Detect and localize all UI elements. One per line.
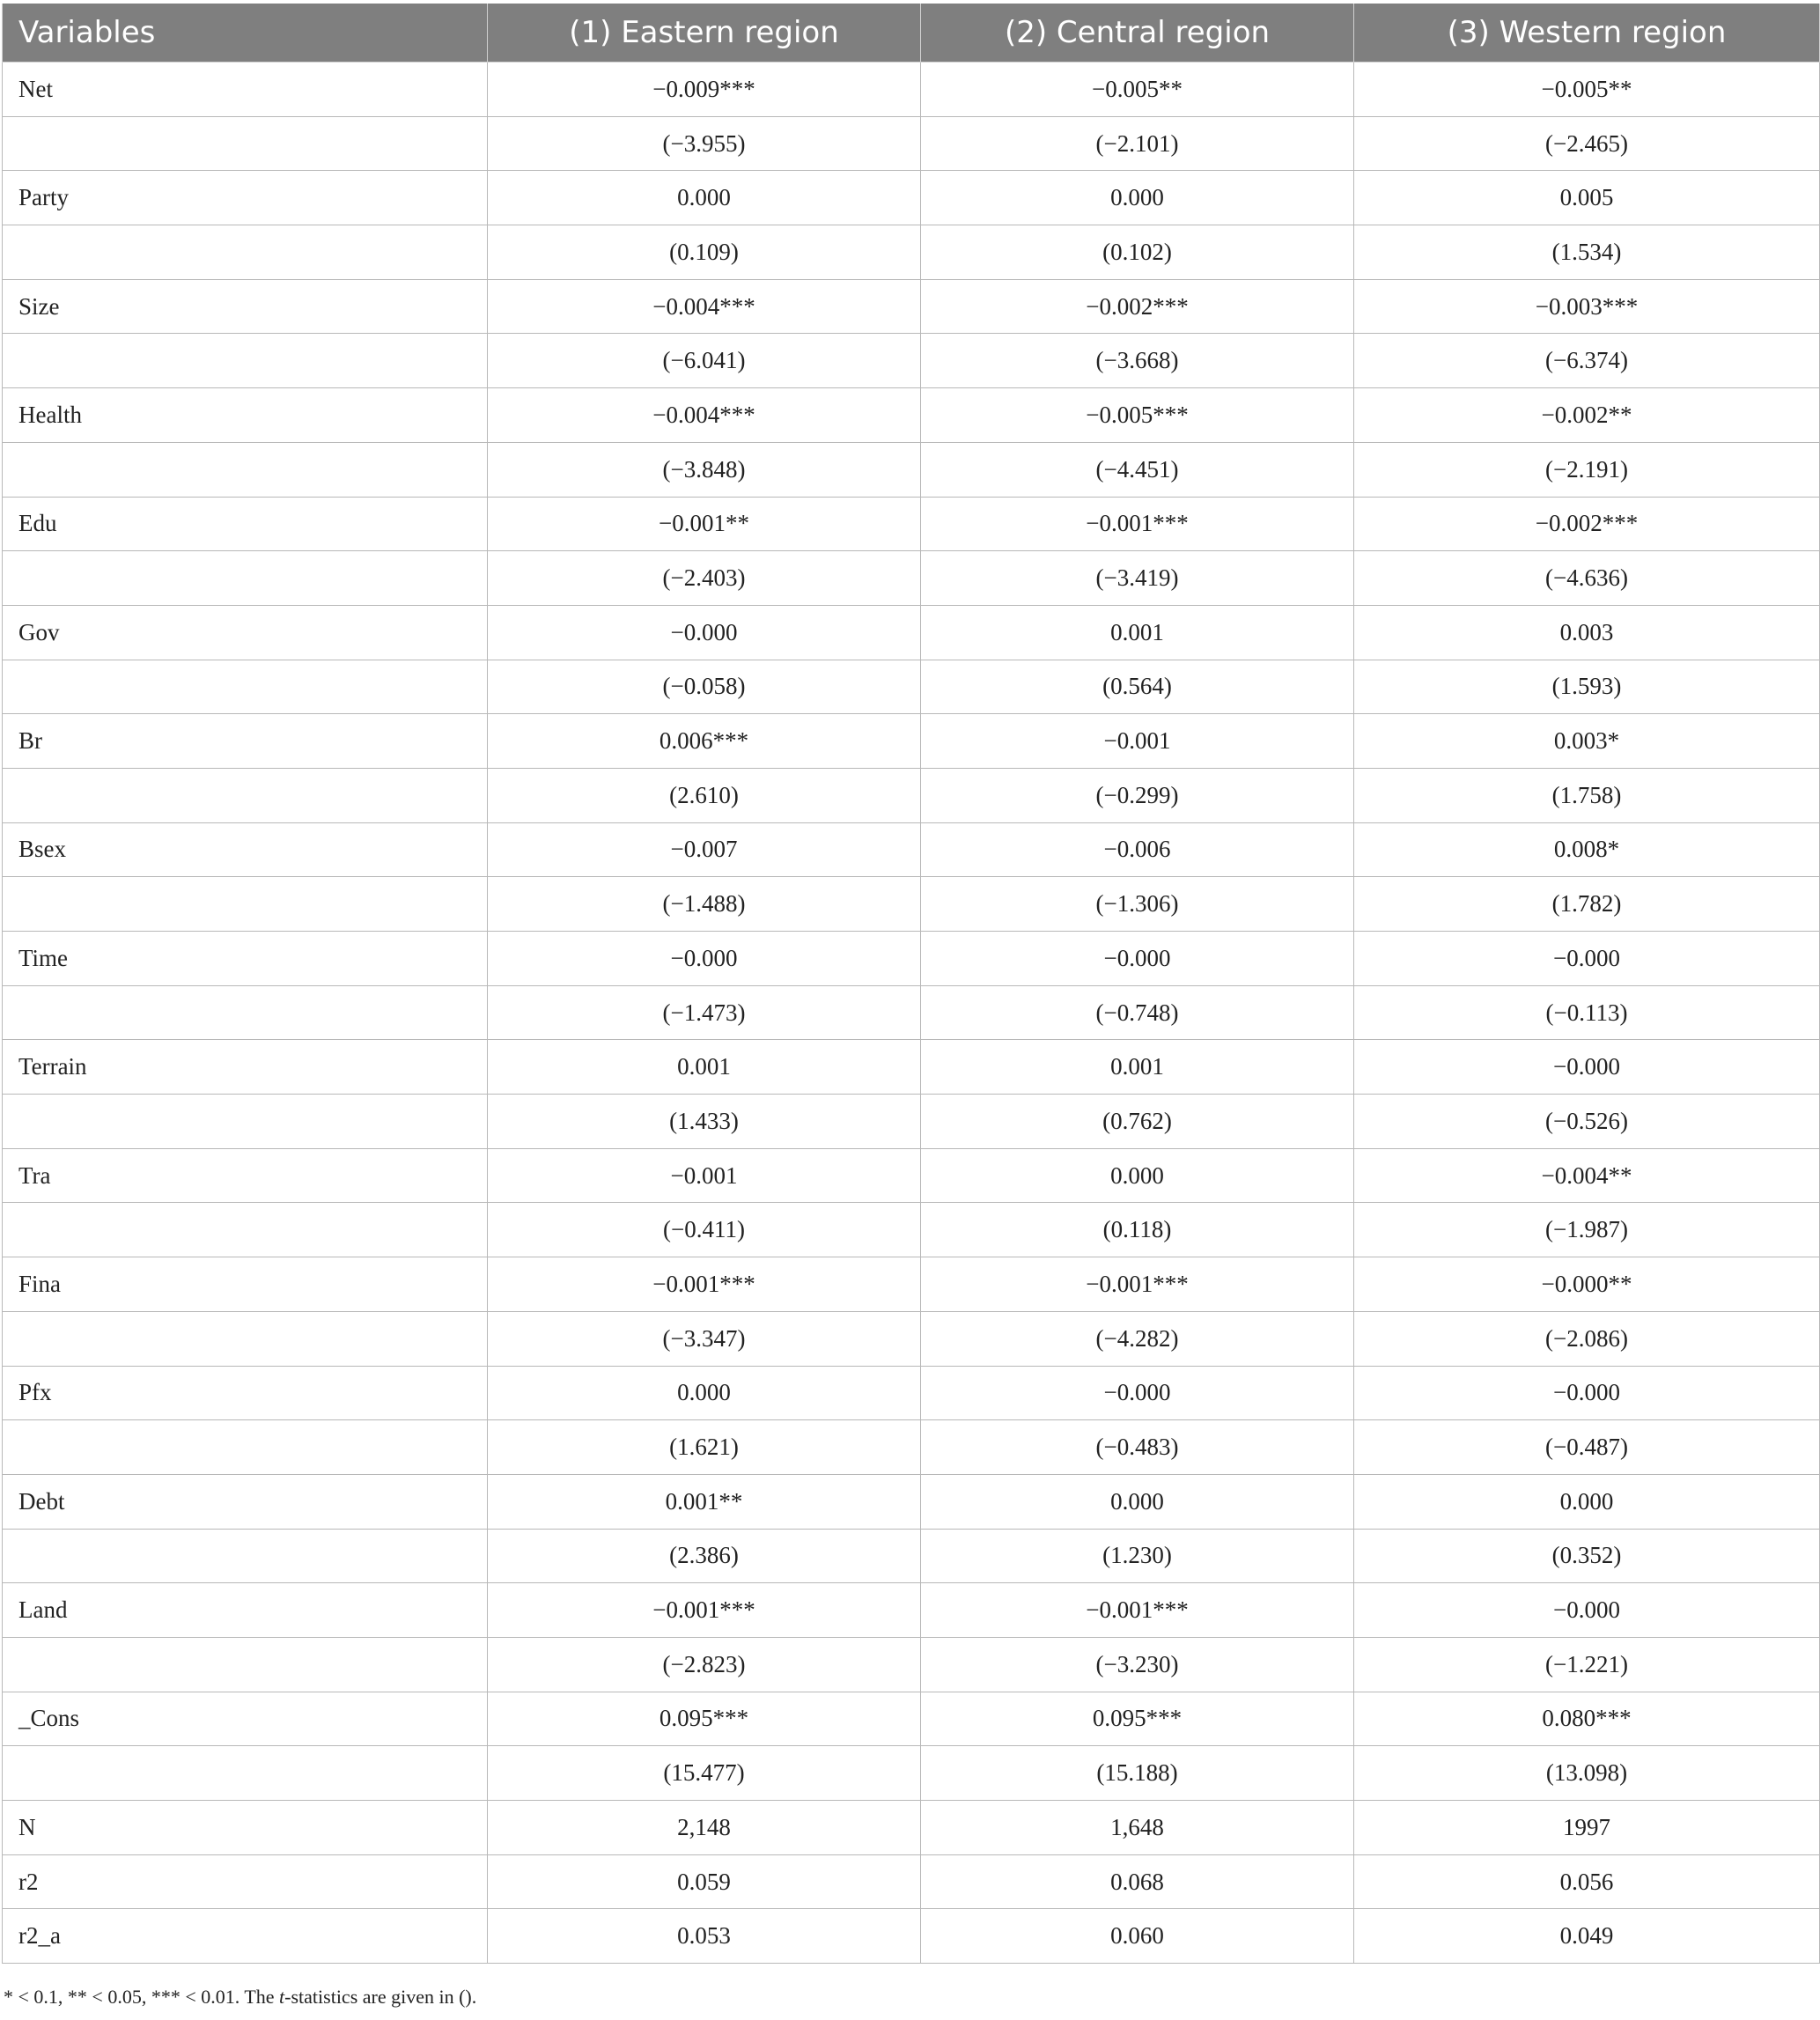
cell-eastern: 0.001 — [488, 1040, 921, 1095]
cell-western: (−2.086) — [1354, 1311, 1820, 1366]
table-row — [3, 605, 1820, 660]
table-row — [3, 714, 1820, 769]
cell-eastern: (−0.058) — [488, 660, 921, 714]
cell-central: −0.001*** — [921, 1583, 1354, 1638]
cell-eastern: −0.004*** — [488, 279, 921, 334]
cell-variable — [3, 1746, 488, 1801]
cell-eastern: (−3.347) — [488, 1311, 921, 1366]
cell-central: (−3.668) — [921, 334, 1354, 388]
cell-eastern: (2.386) — [488, 1529, 921, 1583]
cell-variable: Time — [3, 932, 488, 986]
cell-variable — [3, 1529, 488, 1583]
table-row — [3, 171, 1820, 225]
table-header — [3, 4, 1820, 63]
cell-western: 0.003 — [1354, 605, 1820, 660]
cell-central: 0.000 — [921, 1474, 1354, 1529]
table-row — [3, 225, 1820, 280]
cell-western: (1.758) — [1354, 768, 1820, 822]
cell-variable: Land — [3, 1583, 488, 1638]
cell-central: 0.068 — [921, 1854, 1354, 1909]
cell-western: 0.049 — [1354, 1909, 1820, 1964]
cell-western: −0.000** — [1354, 1257, 1820, 1312]
cell-central: −0.000 — [921, 932, 1354, 986]
cell-variable: Edu — [3, 497, 488, 551]
cell-eastern: (−1.488) — [488, 877, 921, 932]
cell-central: 0.060 — [921, 1909, 1354, 1964]
cell-variable — [3, 116, 488, 171]
cell-western: −0.002*** — [1354, 497, 1820, 551]
cell-western: (−1.987) — [1354, 1203, 1820, 1257]
table-row — [3, 551, 1820, 606]
cell-central: 0.000 — [921, 1148, 1354, 1203]
table-row — [3, 63, 1820, 117]
cell-western: (−6.374) — [1354, 334, 1820, 388]
header-variables: Variables — [3, 4, 488, 63]
cell-western: −0.000 — [1354, 1366, 1820, 1420]
cell-central: (0.102) — [921, 225, 1354, 280]
cell-western: −0.000 — [1354, 932, 1820, 986]
cell-central: (−0.748) — [921, 985, 1354, 1040]
cell-central: −0.001 — [921, 714, 1354, 769]
cell-eastern: 0.059 — [488, 1854, 921, 1909]
table-row — [3, 1148, 1820, 1203]
table-row — [3, 1366, 1820, 1420]
cell-eastern: −0.001*** — [488, 1583, 921, 1638]
footnote-text-start: * < 0.1, ** < 0.05, *** < 0.01. The — [4, 1986, 280, 2008]
cell-eastern: −0.000 — [488, 932, 921, 986]
cell-eastern: −0.001** — [488, 497, 921, 551]
table-row — [3, 1529, 1820, 1583]
cell-western: −0.000 — [1354, 1583, 1820, 1638]
cell-western: (−4.636) — [1354, 551, 1820, 606]
cell-variable: Debt — [3, 1474, 488, 1529]
cell-eastern: −0.007 — [488, 822, 921, 877]
cell-central: −0.005** — [921, 63, 1354, 117]
cell-eastern: (15.477) — [488, 1746, 921, 1801]
cell-western: (13.098) — [1354, 1746, 1820, 1801]
regression-table — [2, 4, 1820, 1964]
table-row — [3, 1095, 1820, 1149]
table-row — [3, 1583, 1820, 1638]
cell-eastern: −0.001*** — [488, 1257, 921, 1312]
cell-variable: Size — [3, 279, 488, 334]
cell-central: (−2.101) — [921, 116, 1354, 171]
cell-central: (1.230) — [921, 1529, 1354, 1583]
table-row — [3, 1257, 1820, 1312]
header-eastern-region: (1) Eastern region — [488, 4, 921, 63]
cell-eastern: 0.000 — [488, 171, 921, 225]
cell-eastern: 0.006*** — [488, 714, 921, 769]
cell-eastern: (2.610) — [488, 768, 921, 822]
cell-variable: Br — [3, 714, 488, 769]
cell-central: (0.762) — [921, 1095, 1354, 1149]
table-row — [3, 985, 1820, 1040]
cell-central: (−4.451) — [921, 442, 1354, 497]
table-row — [3, 660, 1820, 714]
cell-western: (−0.113) — [1354, 985, 1820, 1040]
header-western-region: (3) Western region — [1354, 4, 1820, 63]
table-row — [3, 1040, 1820, 1095]
cell-central: −0.001*** — [921, 497, 1354, 551]
cell-eastern: −0.001 — [488, 1148, 921, 1203]
table-row — [3, 1474, 1820, 1529]
cell-variable: r2_a — [3, 1909, 488, 1964]
cell-central: −0.002*** — [921, 279, 1354, 334]
cell-variable: Net — [3, 63, 488, 117]
cell-central: 0.095*** — [921, 1692, 1354, 1746]
cell-western: (0.352) — [1354, 1529, 1820, 1583]
cell-central: (0.564) — [921, 660, 1354, 714]
table-row — [3, 1420, 1820, 1475]
cell-central: (−1.306) — [921, 877, 1354, 932]
table-row — [3, 442, 1820, 497]
cell-variable — [3, 442, 488, 497]
table-row — [3, 388, 1820, 443]
table-footnote — [4, 1986, 476, 2009]
cell-western: 0.005 — [1354, 171, 1820, 225]
cell-western: −0.002** — [1354, 388, 1820, 443]
cell-variable: Health — [3, 388, 488, 443]
cell-central: (−0.299) — [921, 768, 1354, 822]
table-row — [3, 768, 1820, 822]
cell-western: (−2.191) — [1354, 442, 1820, 497]
cell-variable: r2 — [3, 1854, 488, 1909]
cell-variable — [3, 225, 488, 280]
cell-eastern: (−6.041) — [488, 334, 921, 388]
cell-central: (−3.230) — [921, 1637, 1354, 1692]
cell-eastern: 0.053 — [488, 1909, 921, 1964]
table-row — [3, 1692, 1820, 1746]
cell-central: 1,648 — [921, 1801, 1354, 1855]
cell-eastern: −0.000 — [488, 605, 921, 660]
regression-table-container — [2, 4, 1819, 1964]
cell-western: 0.080*** — [1354, 1692, 1820, 1746]
cell-variable — [3, 334, 488, 388]
cell-western: (−2.465) — [1354, 116, 1820, 171]
cell-western: (1.593) — [1354, 660, 1820, 714]
cell-western: −0.004** — [1354, 1148, 1820, 1203]
cell-variable — [3, 985, 488, 1040]
header-central-region: (2) Central region — [921, 4, 1354, 63]
footnote-text-end: -statistics are given in (). — [284, 1986, 477, 2008]
cell-western: (1.534) — [1354, 225, 1820, 280]
cell-eastern: (1.433) — [488, 1095, 921, 1149]
cell-variable — [3, 1311, 488, 1366]
cell-eastern: 0.001** — [488, 1474, 921, 1529]
cell-variable: Fina — [3, 1257, 488, 1312]
cell-eastern: 0.000 — [488, 1366, 921, 1420]
cell-central: (−3.419) — [921, 551, 1354, 606]
table-row — [3, 1637, 1820, 1692]
cell-variable — [3, 1095, 488, 1149]
cell-western: 0.056 — [1354, 1854, 1820, 1909]
cell-central: −0.005*** — [921, 388, 1354, 443]
cell-eastern: (−2.403) — [488, 551, 921, 606]
cell-variable: Pfx — [3, 1366, 488, 1420]
cell-central: −0.006 — [921, 822, 1354, 877]
cell-western: 0.000 — [1354, 1474, 1820, 1529]
table-row — [3, 877, 1820, 932]
table-row — [3, 822, 1820, 877]
table-body — [3, 63, 1820, 1964]
table-row — [3, 1203, 1820, 1257]
cell-variable: Party — [3, 171, 488, 225]
cell-central: (−4.282) — [921, 1311, 1354, 1366]
cell-variable — [3, 1637, 488, 1692]
cell-variable: Bsex — [3, 822, 488, 877]
cell-central: 0.001 — [921, 1040, 1354, 1095]
cell-variable — [3, 1203, 488, 1257]
table-row — [3, 932, 1820, 986]
cell-eastern: (−3.848) — [488, 442, 921, 497]
table-row — [3, 116, 1820, 171]
cell-variable — [3, 551, 488, 606]
cell-eastern: (−3.955) — [488, 116, 921, 171]
cell-central: 0.001 — [921, 605, 1354, 660]
cell-western: (−0.487) — [1354, 1420, 1820, 1475]
cell-central: 0.000 — [921, 171, 1354, 225]
table-row — [3, 334, 1820, 388]
table-row — [3, 1854, 1820, 1909]
cell-western: −0.003*** — [1354, 279, 1820, 334]
table-row — [3, 1801, 1820, 1855]
cell-variable — [3, 768, 488, 822]
cell-western: 0.003* — [1354, 714, 1820, 769]
header-row — [3, 4, 1820, 63]
cell-eastern: 0.095*** — [488, 1692, 921, 1746]
cell-eastern: 2,148 — [488, 1801, 921, 1855]
cell-eastern: −0.009*** — [488, 63, 921, 117]
cell-western: (1.782) — [1354, 877, 1820, 932]
cell-variable — [3, 660, 488, 714]
cell-eastern: (−2.823) — [488, 1637, 921, 1692]
table-row — [3, 279, 1820, 334]
cell-central: (15.188) — [921, 1746, 1354, 1801]
table-row — [3, 1746, 1820, 1801]
cell-western: −0.005** — [1354, 63, 1820, 117]
cell-eastern: (1.621) — [488, 1420, 921, 1475]
cell-eastern: (−0.411) — [488, 1203, 921, 1257]
cell-western: (−1.221) — [1354, 1637, 1820, 1692]
cell-central: −0.001*** — [921, 1257, 1354, 1312]
cell-variable: Gov — [3, 605, 488, 660]
cell-variable — [3, 877, 488, 932]
cell-eastern: (0.109) — [488, 225, 921, 280]
cell-eastern: −0.004*** — [488, 388, 921, 443]
cell-central: (−0.483) — [921, 1420, 1354, 1475]
cell-western: −0.000 — [1354, 1040, 1820, 1095]
table-row — [3, 497, 1820, 551]
cell-western: 0.008* — [1354, 822, 1820, 877]
cell-central: −0.000 — [921, 1366, 1354, 1420]
cell-eastern: (−1.473) — [488, 985, 921, 1040]
cell-variable: _Cons — [3, 1692, 488, 1746]
table-row — [3, 1311, 1820, 1366]
cell-variable: Terrain — [3, 1040, 488, 1095]
cell-western: (−0.526) — [1354, 1095, 1820, 1149]
cell-central: (0.118) — [921, 1203, 1354, 1257]
footnote-italic-t: t — [279, 1986, 285, 2008]
cell-western: 1997 — [1354, 1801, 1820, 1855]
cell-variable: Tra — [3, 1148, 488, 1203]
table-row — [3, 1909, 1820, 1964]
cell-variable: N — [3, 1801, 488, 1855]
cell-variable — [3, 1420, 488, 1475]
